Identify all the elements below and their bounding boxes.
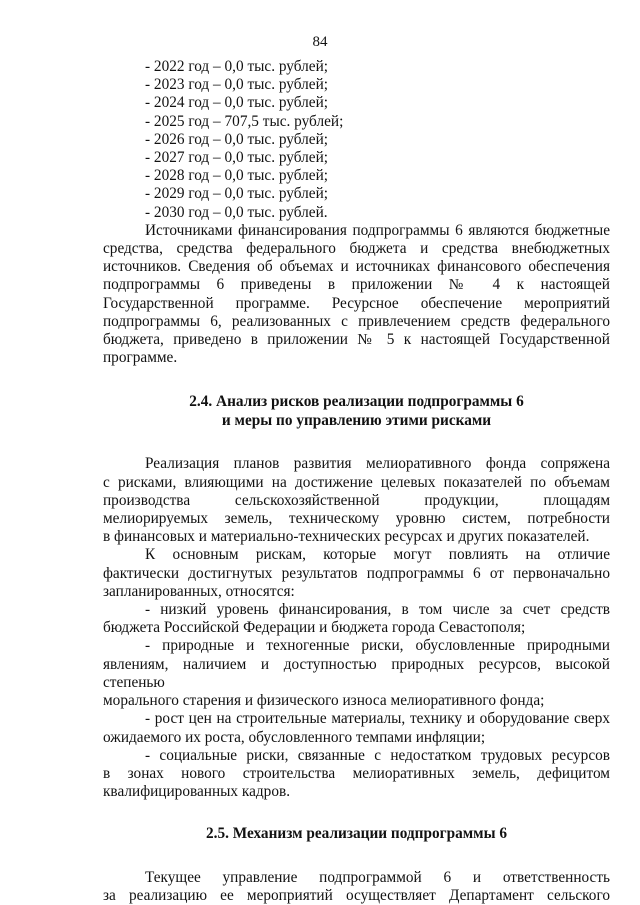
- paragraph-line: мелиорируемых земель, техническому уровню систем, потребности: [103, 510, 610, 528]
- paragraph-line: подпрограммы 6, реализованных с привлечением средств федерального: [103, 312, 610, 330]
- funding-list-item: - 2027 год – 0,0 тыс. рублей;: [145, 149, 329, 167]
- funding-sources-paragraph: [103, 222, 610, 368]
- page-content: [103, 58, 610, 905]
- risk-item: [103, 710, 610, 746]
- risk-item: [103, 747, 610, 802]
- paragraph-line: Реализация планов развития мелиоративного фонда сопряжена: [145, 455, 610, 473]
- paragraph-line: ожидаемого их роста, обусловленного темпами инфляции;: [103, 728, 486, 746]
- paragraph-line: источников. Сведения об объемах и источниках финансового обеспечения: [103, 258, 610, 276]
- section-2-5-heading: 2.5. Механизм реализации подпрограммы 6: [205, 825, 507, 843]
- page-number: 84: [312, 34, 328, 50]
- funding-list-item: - 2028 год – 0,0 тыс. рублей;: [145, 167, 329, 185]
- paragraph-line: явлениям, наличием и доступностью природных ресурсов, высокой степенью: [103, 655, 610, 691]
- paragraph-line: запланированных, относятся:: [103, 582, 295, 600]
- paragraph-line: - социальные риски, связанные с недостатком трудовых ресурсов: [145, 746, 610, 764]
- funding-list-item: - 2029 год – 0,0 тыс. рублей;: [145, 185, 329, 203]
- funding-list-item: - 2025 год – 707,5 тыс. рублей;: [145, 112, 344, 130]
- funding-list-item: - 2024 год – 0,0 тыс. рублей;: [145, 94, 329, 112]
- paragraph-line: программе.: [103, 349, 178, 367]
- risks-intro-paragraph: [103, 455, 610, 546]
- funding-list-item: - 2023 год – 0,0 тыс. рублей;: [145, 76, 329, 94]
- paragraph-line: - низкий уровень финансирования, в том числе за счет средств: [145, 601, 610, 619]
- paragraph-line: морального старения и физического износа мелиоративного фонда;: [103, 692, 545, 710]
- paragraph-line: - природные и техногенные риски, обусловленные природными: [145, 637, 610, 655]
- paragraph-line: Текущее управление подпрограммой 6 и ответственность: [145, 868, 610, 886]
- paragraph-line: Источниками финансирования подпрограммы 6 являются бюджетные: [145, 221, 610, 239]
- paragraph-line: в финансовых и материально-технических ресурсах и других показателей.: [103, 528, 590, 546]
- paragraph-line: бюджета Российской Федерации и бюджета города Севастополя;: [103, 619, 526, 637]
- paragraph-line: - рост цен на строительные материалы, технику и оборудование сверх: [145, 710, 610, 728]
- heading-line: 2.4. Анализ рисков реализации подпрограммы 6: [189, 393, 524, 411]
- funding-list-item: - 2030 год – 0,0 тыс. рублей.: [145, 203, 328, 221]
- implementation-paragraph: [103, 869, 610, 905]
- paragraph-line: подпрограммы 6 приведены в приложении № 4 к настоящей: [103, 276, 610, 294]
- paragraph-line: производства сельскохозяйственной продукции, площадям: [103, 491, 610, 509]
- paragraph-line: средства, средства федерального бюджета и средства внебюджетных: [103, 240, 610, 258]
- funding-list-item: - 2022 год – 0,0 тыс. рублей;: [145, 58, 329, 75]
- paragraph-line: квалифицированных кадров.: [103, 783, 291, 801]
- risk-item: [103, 637, 610, 710]
- paragraph-line: в зонах нового строительства мелиоративных земель, дефицитом: [103, 764, 610, 782]
- risk-item: [103, 601, 610, 637]
- paragraph-line: бюджета, приведено в приложении № 5 к настоящей Государственной: [103, 331, 610, 349]
- paragraph-line: с рисками, влияющими на достижение целевых показателей по объемам: [103, 473, 610, 491]
- paragraph-line: за реализацию ее мероприятий осуществляет Департамент сельского: [103, 887, 610, 905]
- funding-list: [103, 58, 610, 222]
- paragraph-line: К основным рискам, которые могут повлиять на отличие: [145, 546, 610, 564]
- section-2-4-heading: [103, 393, 610, 430]
- paragraph-line: фактически достигнутых результатов подпрограммы 6 от первоначально: [103, 564, 610, 582]
- heading-line: и меры по управлению этими рисками: [221, 411, 492, 429]
- funding-list-item: - 2026 год – 0,0 тыс. рублей;: [145, 130, 329, 148]
- paragraph-line: Государственной программе. Ресурсное обеспечение мероприятий: [103, 294, 610, 312]
- main-risks-paragraph: [103, 546, 610, 601]
